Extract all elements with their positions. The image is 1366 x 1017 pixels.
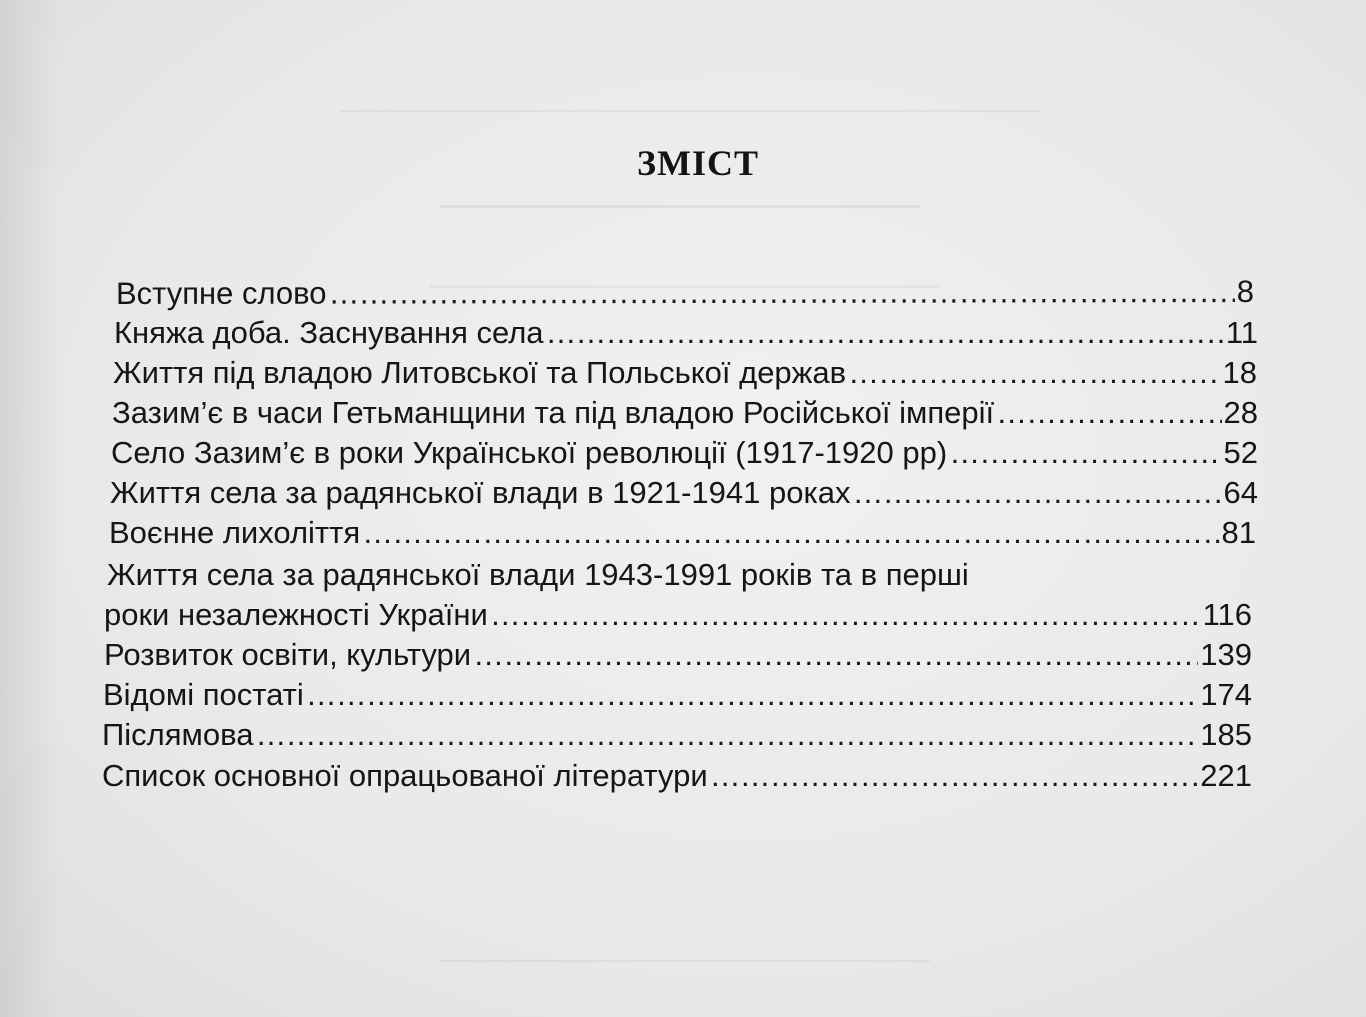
toc-leader-dots [852,475,1221,511]
toc-entry-war-years [109,515,1256,551]
toc-leader-dots [328,274,1234,312]
toc-entry-page: 81 [1221,515,1256,550]
toc-entry-soviet-1921-1941 [110,475,1258,511]
toc-entry-label: Вступне слово [115,275,327,311]
toc-leader-dots [996,395,1221,431]
toc-entry-label: Княжа доба. Заснування села [114,315,544,350]
page-title: ЗМІСТ [637,143,759,183]
toc-entry-page: 116 [1202,597,1252,632]
toc-entry-page: 28 [1223,395,1258,430]
toc-leader-dots [473,637,1198,673]
toc-entry-label: Зазим’є в часи Гетьманщини та під владою Російської імперії [112,395,995,430]
toc-entry-label: Відомі постаті [103,677,304,712]
toc-entry-page: 11 [1225,315,1258,350]
toc-leader-dots [949,435,1221,471]
toc-entry-page: 18 [1222,355,1257,390]
toc-entry-label: Село Зазим’є в роки Української революції (1917-1920 рр) [111,435,948,470]
toc-entry-page: 139 [1200,637,1252,672]
toc-leader-dots [546,315,1224,351]
toc-entry-education-culture [104,637,1252,673]
toc-entry-label: Розвиток освіти, культури [104,637,472,672]
toc-leader-dots [710,758,1199,794]
toc-entry-page: 185 [1200,717,1252,752]
toc-entry-label: Список основної опрацьованої літератури [102,758,708,793]
toc-entry-label: роки незалежності України [104,597,488,632]
toc-entry-notable-figures [103,677,1252,713]
toc-leader-dots [255,717,1198,753]
toc-entry-page: 221 [1200,758,1252,793]
toc-entry-label: Життя села за радянської влади в 1921-1941 роках [110,475,851,510]
toc-entry-introduction [116,274,1254,312]
toc-entry-ukrainian-revolution [111,435,1258,471]
toc-entry-lithuanian-polish-rule [113,355,1257,391]
toc-leader-dots [306,677,1199,713]
toc-entry-page: 64 [1223,475,1258,510]
toc-leader-dots [362,515,1219,551]
toc-entry-princely-era [114,315,1258,351]
toc-entry-soviet-1943-1991 [104,597,1252,633]
toc-entry-soviet-1943-1991-line1: Життя села за радянської влади 1943-1991 років та в перші [107,557,969,592]
toc-entry-page: 8 [1236,274,1254,310]
toc-entry-label: Воєнне лихоліття [109,515,361,550]
toc-entry-afterword [102,717,1252,753]
toc-entry-label: Післямова [102,717,254,752]
toc-entry-page: 174 [1200,677,1252,712]
toc-leader-dots [848,355,1220,391]
toc-entry-label: Життя під владою Литовської та Польської держав [113,355,847,390]
toc-entry-bibliography [102,758,1252,794]
toc-entry-page: 52 [1223,435,1258,470]
toc-entry-hetmanate-russian-empire [112,395,1258,431]
toc-leader-dots [490,597,1201,633]
